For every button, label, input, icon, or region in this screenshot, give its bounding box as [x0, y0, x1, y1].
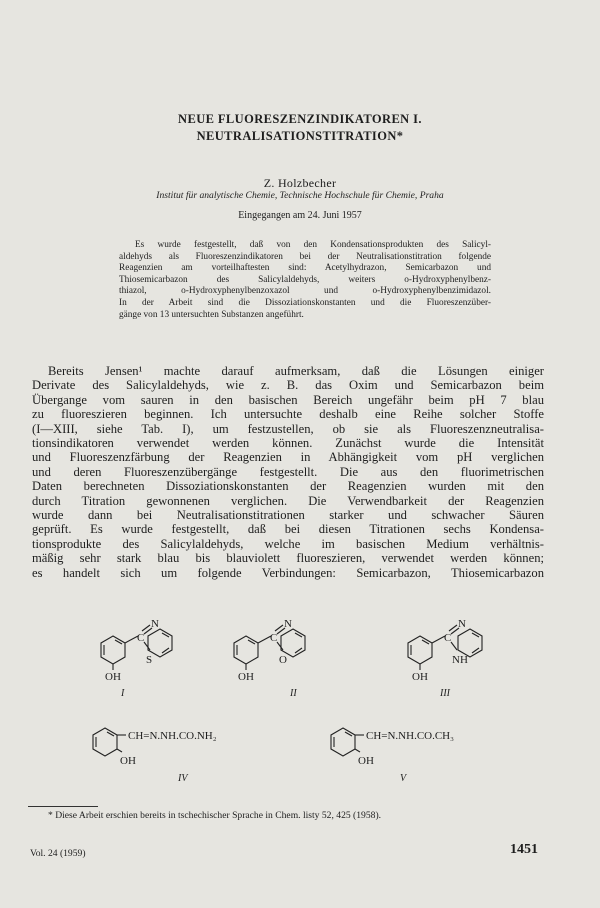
- atom-nh: NH: [452, 654, 468, 666]
- abstract-line: Reagenzien am vorteilhaftesten sind: Acetylhydrazon, Semicarbazon und: [119, 263, 491, 274]
- structure-label-v: V: [400, 773, 407, 784]
- abstract-line: Thiosemicarbazon des Salicylaldehyds, weiters o-Hydroxyphenylbenz-: [119, 274, 491, 285]
- body-line: mäßig sehr stark blau bis blauviolett fluoreszieren, verwendet werden können;: [32, 551, 544, 566]
- body-text: [32, 364, 544, 580]
- chemical-structures-figure: [0, 600, 600, 800]
- side-chain: CH=N.NH.CO.NH₂: [128, 730, 217, 742]
- footnote: * Diese Arbeit erschien bereits in tschechischer Sprache in Chem. listy 52, 425 (1958).: [48, 810, 382, 821]
- body-line: Bereits Jensen¹ machte darauf aufmerksam, daß die Lösungen einiger: [48, 364, 544, 378]
- body-line: tionsindikatoren verwendet werden können. Zunächst wurde die Intensität: [32, 436, 544, 451]
- body-line: (I—XIII, siehe Tab. I), um festzustellen, ob sie als Fluoreszenzneutralisa-: [32, 421, 544, 436]
- body-line: es handelt sich um folgende Verbindungen: Semicarbazon, Thiosemicarbazon: [32, 565, 544, 580]
- structure-label-i: I: [121, 688, 125, 699]
- body-line: Derivate des Salicylaldehyds, wie z. B. das Oxim und Semicarbazon beim: [32, 378, 544, 393]
- title-line-2: NEUTRALISATIONSTITRATION*: [196, 129, 404, 143]
- body-line: wurde dann bei Neutralisationstitrationen starker und schwacher Säuren: [32, 508, 544, 523]
- atom-n: N: [151, 618, 159, 630]
- structure-label-iv: IV: [178, 773, 188, 784]
- atom-c: C: [270, 632, 278, 644]
- atom-oh: OH: [120, 755, 136, 767]
- atom-n: N: [284, 618, 292, 630]
- author: Z. Holzbecher: [263, 176, 337, 190]
- abstract-line: aldehyds als Fluoreszenzindikatoren bei der Neutralisationstitration folgende: [119, 251, 491, 262]
- volume-info: Vol. 24 (1959): [30, 848, 86, 859]
- body-line: und Fluoreszenzfärbung der Reagenzien in Abhängigkeit vom pH verglichen: [32, 450, 544, 465]
- abstract: [119, 240, 491, 321]
- structure-label-iii: III: [440, 688, 450, 699]
- body-line: und deren Fluoreszenzübergänge festgestellt. Die aus den fluorimetrischen: [32, 464, 544, 479]
- body-line: geprüft. Es wurde festgestellt, daß bei diesen Titrationen sechs Kondensa-: [32, 522, 544, 537]
- atom-oh: OH: [412, 671, 428, 683]
- atom-oh: OH: [238, 671, 254, 683]
- abstract-line: Es wurde festgestellt, daß von den Kondensationsprodukten des Salicyl-: [135, 240, 491, 250]
- atom-c: C: [444, 632, 452, 644]
- atom-n: N: [458, 618, 466, 630]
- title-line-1: NEUE FLUORESZENZINDIKATOREN I.: [178, 112, 422, 126]
- abstract-line: In der Arbeit sind die Dissoziationskonstanten und die Fluoreszenzüber-: [119, 297, 491, 308]
- page-number: 1451: [510, 842, 538, 857]
- abstract-line: gänge von 13 untersuchten Substanzen angeführt.: [119, 309, 304, 320]
- atom-oh: OH: [105, 671, 121, 683]
- structure-label-ii: II: [290, 688, 297, 699]
- institution: Institut für analytische Chemie, Technische Hochschule für Chemie, Praha: [156, 190, 444, 201]
- body-line: Daten berechneten Dissoziationskonstanten der Reagenzien wurden mit den: [32, 479, 544, 494]
- body-line: zu fluoreszieren beginnen. Ich untersuchte deshalb eine Reihe solcher Stoffe: [32, 407, 544, 422]
- atom-s: S: [146, 654, 153, 666]
- abstract-line: thiazol, o-Hydroxyphenylbenzoxazol und o-Hydroxyphenylbenzimidazol.: [119, 286, 491, 297]
- body-line: durch Titration gewonnenen verglichen. Die Verwendbarkeit der Reagenzien: [32, 493, 544, 508]
- atom-oh: OH: [358, 755, 374, 767]
- footnote-rule: [28, 806, 98, 807]
- received-date: Eingegangen am 24. Juni 1957: [238, 210, 362, 221]
- side-chain: CH=N.NH.CO.CH₃: [366, 730, 454, 742]
- body-line: tionsprodukte des Salicylaldehyds, welche im basischen Medium verhältnis-: [32, 536, 544, 551]
- atom-c: C: [137, 632, 145, 644]
- body-line: Übergange vom sauren in den basischen Bereich ungefähr beim pH 7 blau: [32, 392, 544, 407]
- atom-o: O: [279, 654, 287, 666]
